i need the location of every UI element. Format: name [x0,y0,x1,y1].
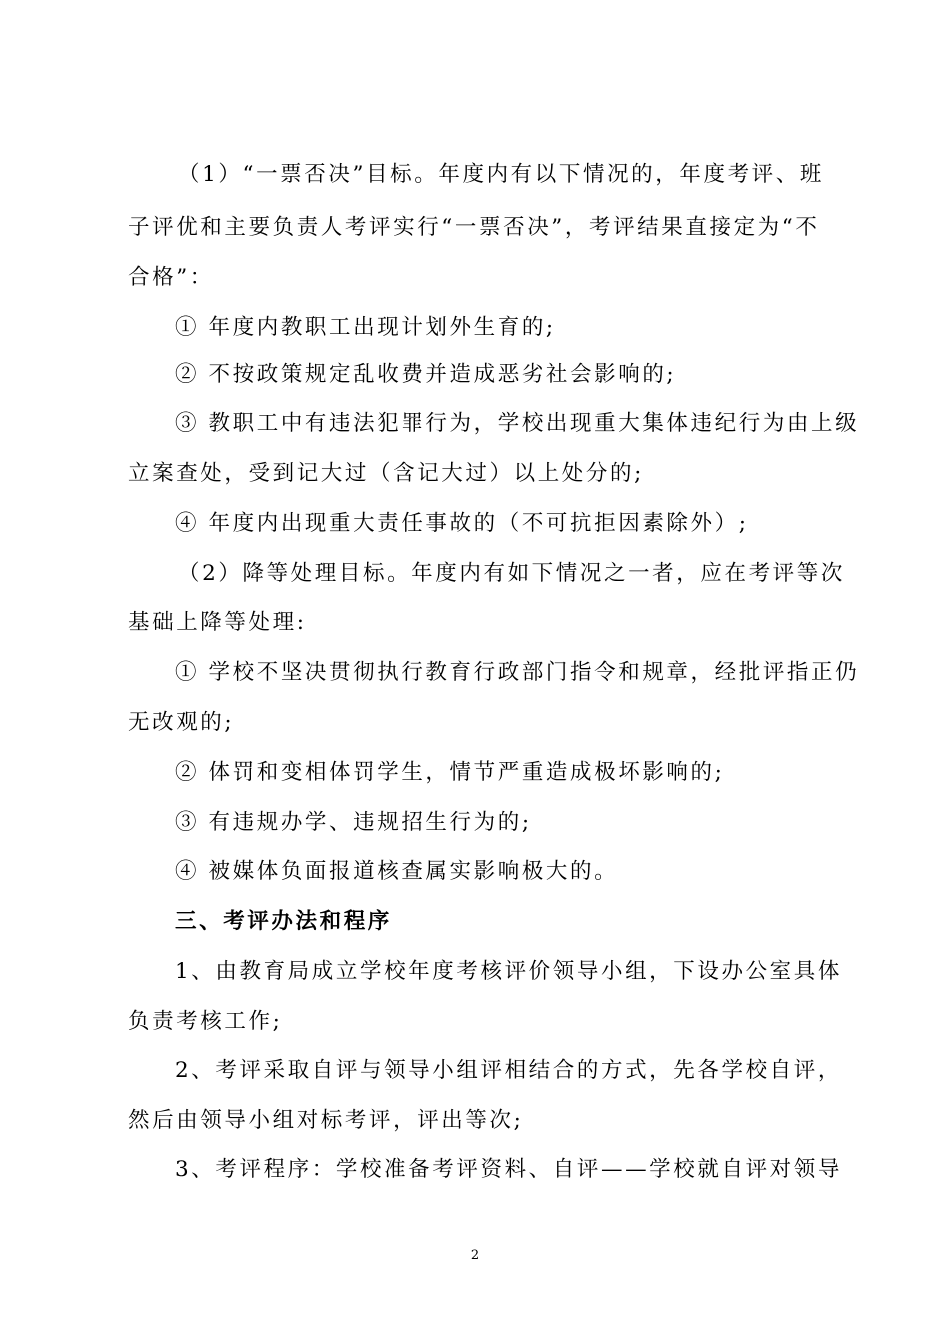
veto-item-2: ② 不按政策规定乱收费并造成恶劣社会影响的; [175,362,677,387]
downgrade-item-3: ③ 有违规办学、违规招生行为的; [175,810,532,835]
paragraph-downgrade-line-2: 基础上降等处理: [128,610,307,635]
downgrade-item-1-line-2: 无改观的; [128,710,235,735]
paragraph-veto-line-1: （1）“一票否决”目标。年度内有以下情况的，年度考评、班 [178,162,824,187]
downgrade-item-1-line-1: ① 学校不坚决贯彻执行教育行政部门指令和规章，经批评指正仍 [175,660,860,685]
method-item-2-line-1: 2、考评采取自评与领导小组评相结合的方式，先各学校自评， [175,1058,842,1083]
paragraph-veto-line-2: 子评优和主要负责人考评实行“一票否决”，考评结果直接定为“不 [128,215,820,240]
method-item-2-line-2: 然后由领导小组对标考评，评出等次; [128,1108,524,1133]
method-item-1-line-2: 负责考核工作; [128,1009,283,1034]
paragraph-downgrade-line-1: （2）降等处理目标。年度内有如下情况之一者，应在考评等次 [178,561,845,586]
paragraph-veto-line-3: 合格”： [128,265,214,290]
downgrade-item-2: ② 体罚和变相体罚学生，情节严重造成极坏影响的; [175,760,725,785]
veto-item-3-line-2: 立案查处，受到记大过（含记大过）以上处分的; [128,461,644,486]
section-heading-evaluation-methods: 三、考评办法和程序 [175,909,392,934]
downgrade-item-4: ④ 被媒体负面报道核查属实影响极大的。 [175,859,619,884]
veto-item-4: ④ 年度内出现重大责任事故的（不可抗拒因素除外）; [175,511,749,536]
method-item-3-line-1: 3、考评程序：学校准备考评资料、自评——学校就自评对领导 [175,1157,842,1182]
veto-item-3-line-1: ③ 教职工中有违法犯罪行为，学校出现重大集体违纪行为由上级 [175,411,860,436]
veto-item-1: ① 年度内教职工出现计划外生育的; [175,315,556,340]
page-number: 2 [470,1248,480,1263]
method-item-1-line-1: 1、由教育局成立学校年度考核评价领导小组，下设办公室具体 [175,959,842,984]
